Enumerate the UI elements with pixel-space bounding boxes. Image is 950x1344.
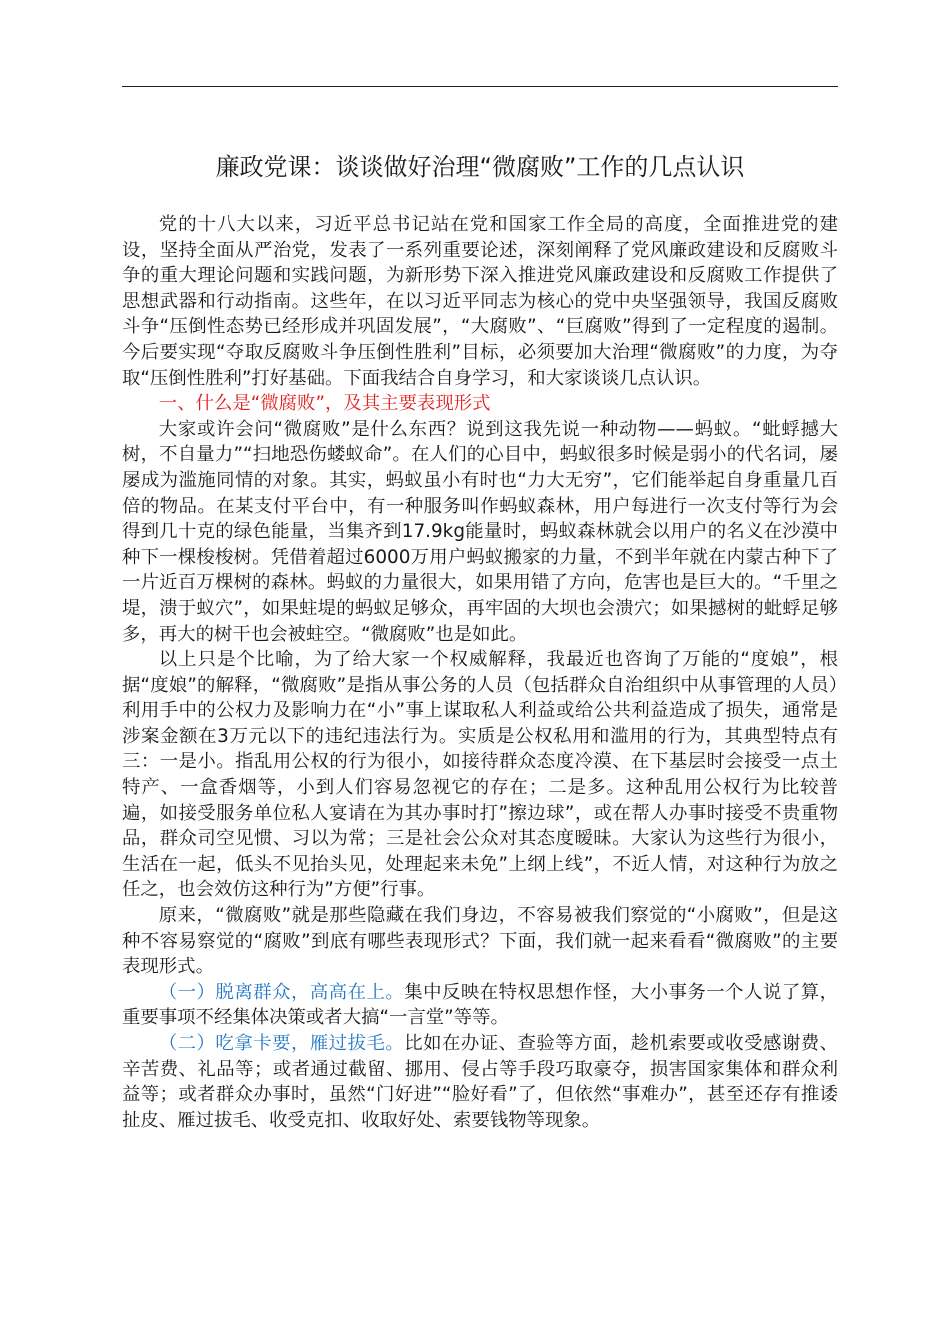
document-title: 廉政党课：谈谈做好治理“微腐败”工作的几点认识 (215, 153, 745, 181)
definition-paragraph: 以上只是个比喻，为了给大家一个权威解释，我最近也咨询了万能的“度娘”，根据“度娘”的解释，“微腐败”是指从事公务的人员（包括群众自治组织中从事管理的人员）利用手中的公权力及影响力在“小”事上谋取私人利益或给公共利益造成了损失，通常是涉案金额在3万元以下的违纪违法行为。实质是公权私用和滥用的行为，其典型特点有三：一是小。指乱用公权的行为很小，如接待群众态度冷漠、在下基层时会接受一点土特产、一盒香烟等，小到人们容易忽视它的存在；二是多。这种乱用公权行为比较普遍，如接受服务单位私人宴请在为其办事时打”擦边球”，或在帮人办事时接受不贵重物品，群众司空见惯、习以为常；三是社会公众对其态度暧昧。大家认为这些行为很小，生活在一起，低头不见抬头见，处理起来未免”上纲上线”，不近人情，对这种行为放之任之，也会效仿这种行为”方便”行事。 (122, 649, 838, 901)
document-body (122, 212, 838, 1133)
intro-paragraph: 党的十八大以来，习近平总书记站在党和国家工作全局的高度，全面推进党的建设，坚持全面从严治党，发表了一系列重要论述，深刻阐释了党风廉政建设和反腐败斗争的重大理论问题和实践问题，为新形势下深入推进党风廉政建设和反腐败工作提供了思想武器和行动指南。这些年，在以习近平同志为核心的党中央坚强领导，我国反腐败斗争“压倒性态势已经形成并巩固发展”，“大腐败”、“巨腐败”得到了一定程度的遏制。今后要实现“夺取反腐败斗争压倒性胜利”目标，必须要加大治理“微腐败”的力度，为夺取“压倒性胜利”打好基础。下面我结合自身学习，和大家谈谈几点认识。 (122, 214, 838, 389)
item-paragraph-2 (122, 1031, 838, 1133)
section-heading: 一、什么是“微腐败”，及其主要表现形式 (158, 393, 491, 415)
ant-paragraph: 大家或许会问“微腐败”是什么东西？说到这我先说一种动物——蚂蚁。“蚍蜉撼大树，不自量力”“扫地恐伤蝼蚁命”。在人们的心目中，蚂蚁很多时候是弱小的代名词，屡屡成为滥施同情的对象。其实，蚂蚁虽小有时也“力大无穷”，它们能举起自身重量几百倍的物品。在某支付平台中，有一种服务叫作蚂蚁森林，用户每进行一次支付等行为会得到几十克的绿色能量，当集齐到17.9kg能量时，蚂蚁森林就会以用户的名义在沙漠中种下一棵梭梭树。凭借着超过6000万用户蚂蚁搬家的力量，不到半年就在内蒙古种下了一片近百万棵树的森林。蚂蚁的力量很大，如果用错了方向，危害也是巨大的。“千里之堤，溃于蚁穴”，如果蛀堤的蚂蚁足够众，再牢固的大坝也会溃穴；如果撼树的蚍蜉足够多，再大的树干也会被蛀空。“微腐败”也是如此。 (122, 418, 838, 645)
item-paragraph-1 (122, 980, 838, 1031)
item-label-1: （一）脱离群众，高高在上。 (158, 981, 405, 1003)
item-text-1: 集中反映在特权思想作怪，大小事务一个人说了算，重要事项不经集体决策或者大搞“一言堂”等等。 (122, 981, 838, 1029)
item-label-2: （二）吃拿卡要，雁过拔毛。 (158, 1033, 405, 1054)
header-rule (122, 86, 838, 87)
transition-paragraph: 原来，“微腐败”就是那些隐藏在我们身边，不容易被我们察觉的“小腐败”，但是这种不容易察觉的“腐败”到底有哪些表现形式？下面，我们就一起来看看“微腐败”的主要表现形式。 (122, 905, 838, 978)
item-text-2: 比如在办证、查验等方面，趁机索要或收受感谢费、辛苦费、礼品等；或者通过截留、挪用、侵占等手段巧取豪夺，损害国家集体和群众利益等；或者群众办事时，虽然“门好进”“脸好看”了，但依然“事难办”，甚至还存有推诿扯皮、雁过拔毛、收受克扣、收取好处、索要钱物等现象。 (122, 1033, 838, 1131)
